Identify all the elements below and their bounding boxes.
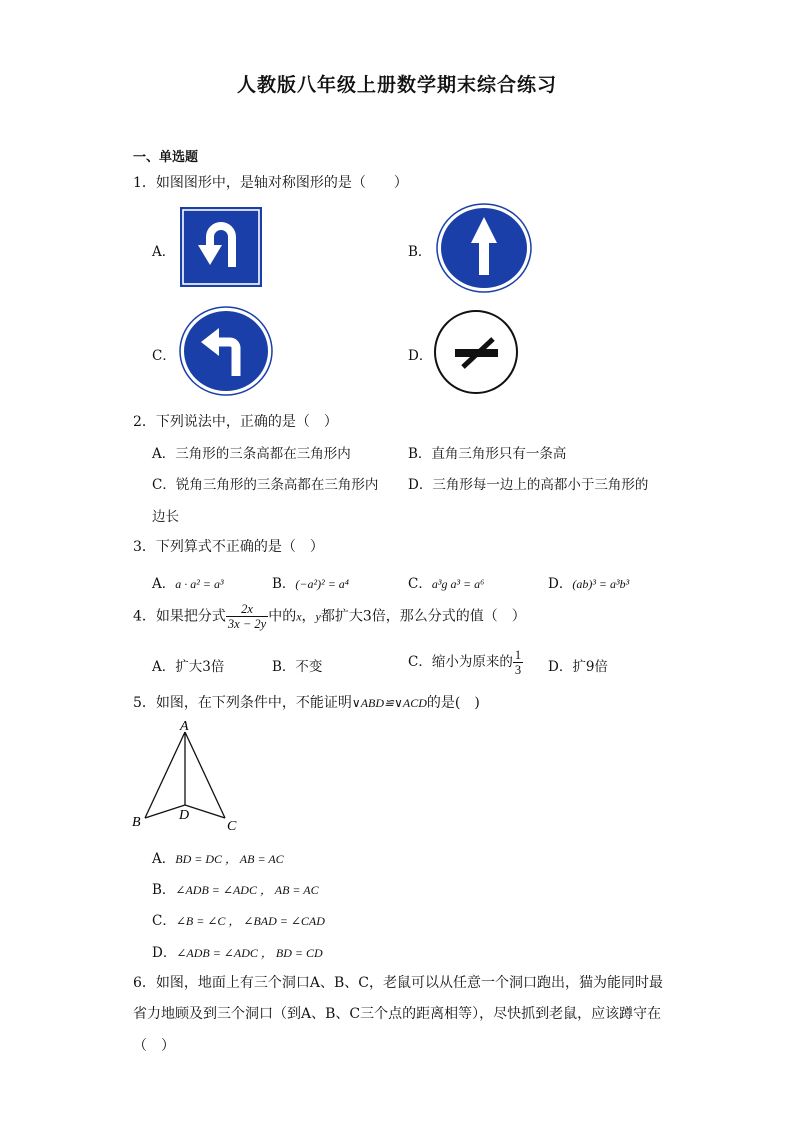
q3-option-a-label: A． [152,576,176,592]
q5-option-b-expr: ∠ADB = ∠ADC ， AB = AC [175,883,319,897]
q6-line-1: 6．如图，地面上有三个洞口A、B、C，老鼠可以从任意一个洞口跑出，猫为能同时最 [133,975,664,991]
q3-stem: 3．下列算式不正确的是（ ） [133,539,324,555]
q6-line-2: 省力地顾及到三个洞口（到A、B、C三个点的距离相等），尽快抓到老鼠，应该蹲守在 [133,1006,662,1022]
q1-option-a-label: A． [152,244,176,260]
segment-ac [185,732,225,818]
q2-option-c: C．锐角三角形的三条高都在三角形内 [152,477,379,493]
straight-arrow-sign-icon [436,203,532,293]
q3-option-a-expr: a · a² = a³ [175,577,224,591]
q4-stem [133,602,526,631]
q2-option-b: B．直角三角形只有一条高 [408,446,567,462]
triangle-diagram [128,718,248,838]
section-heading: 一、单选题 [133,150,199,165]
q4-fraction-denominator: 3x − 2y [227,617,267,631]
q1-option-d-label: D． [408,348,433,364]
q5-option-a-expr: BD = DC ， AB = AC [175,852,284,866]
point-c-label: C [227,819,237,834]
q5-option-a-label: A． [152,851,176,867]
u-turn-sign-icon [180,207,262,287]
q5-option-c [152,909,325,929]
q5-stem [133,692,480,712]
q5-stem-expr: ∨ABD≌∨ACD [351,696,427,710]
q6-line-3: （ ） [133,1038,175,1054]
q1-option-b-label: B． [408,244,432,260]
q3-option-b-label: B． [272,576,296,592]
q1-stem: 1．如图图形中，是轴对称图形的是（ ） [133,175,408,191]
q2-option-d-continuation: 边长 [152,509,179,525]
q5-option-d-label: D． [152,945,177,961]
q5-option-d-expr: ∠ADB = ∠ADC ， BD = CD [176,946,323,960]
q2-option-a: A．三角形的三条高都在三角形内 [152,446,351,462]
no-overtaking-sign-icon [433,309,519,395]
q4-option-a: A．扩大3倍 [152,659,225,675]
point-d-label: D [179,808,190,823]
q2-stem: 2．下列说法中，正确的是（ ） [133,414,338,430]
q4-option-d: D．扩9倍 [548,659,608,675]
q4-fraction-numerator: 2x [226,602,268,617]
q3-option-c-label: C． [408,576,432,592]
q4-fraction [226,602,268,631]
q3-option-c-expr: a³g a³ = a⁶ [431,577,485,591]
q4-stem-mid2: ， [301,608,316,625]
q3-option-d-label: D． [548,576,573,592]
q3-option-b [272,572,349,592]
q3-option-d [548,572,629,592]
q4-var-x: x [296,609,302,624]
q5-option-b [152,878,319,898]
q4-option-c-denominator: 3 [514,663,522,677]
q5-option-d [152,941,323,961]
q4-option-b: B．不变 [272,659,323,675]
q4-option-c-fraction [513,648,523,677]
segment-ab [145,732,185,818]
q4-option-c-pre: C．缩小为原来的 [408,654,513,670]
q5-stem-pre: 5．如图，在下列条件中，不能证明 [133,695,352,711]
q3-option-a [152,572,224,592]
q3-option-d-expr: (ab)³ = a³b³ [572,577,630,591]
q5-option-a [152,847,284,867]
q4-option-c [408,648,523,677]
left-turn-sign-icon [179,306,274,396]
q2-option-d: D．三角形每一边上的高都小于三角形的 [408,477,649,493]
q5-option-b-label: B． [152,882,176,898]
page-title: 人教版八年级上册数学期末综合练习 [236,74,557,96]
q5-option-c-expr: ∠B = ∠C ， ∠BAD = ∠CAD [175,914,325,928]
point-b-label: B [132,815,141,830]
q4-stem-pre: 4．如果把分式 [133,608,226,625]
point-a-label: A [180,719,189,734]
q4-stem-post: 都扩大3倍，那么分式的值（ ） [320,608,526,625]
q5-stem-post: 的是( ) [426,695,480,711]
q1-option-c-label: C． [152,348,176,364]
q4-option-c-numerator: 1 [514,648,522,662]
q3-option-b-expr: (−a²)² = a⁴ [295,577,349,591]
q4-var-y: y [315,609,321,624]
q4-stem-mid1: 中的 [268,608,297,625]
segment-dc [185,805,225,818]
q3-option-c [408,572,484,592]
q5-option-c-label: C． [152,913,176,929]
